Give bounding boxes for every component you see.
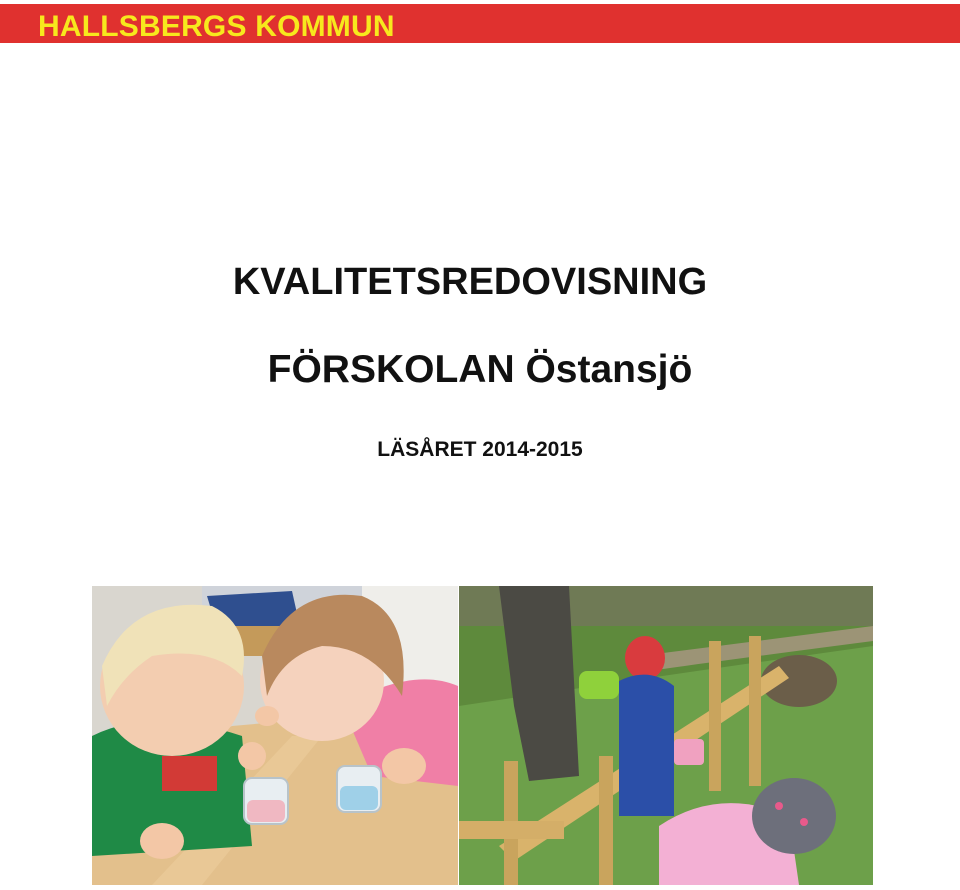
children-outdoor-photo — [459, 586, 873, 885]
school-year: LÄSÅRET 2014-2015 — [377, 438, 583, 461]
children-table-illustration — [92, 586, 458, 885]
municipality-name: HALLSBERGS KOMMUN — [38, 10, 395, 43]
school-name: FÖRSKOLAN Östansjö — [267, 348, 693, 391]
header-bar — [0, 4, 960, 43]
document-title: KVALITETSREDOVISNING — [232, 261, 708, 303]
children-outdoor-illustration — [459, 586, 873, 885]
children-table-photo — [92, 586, 458, 885]
